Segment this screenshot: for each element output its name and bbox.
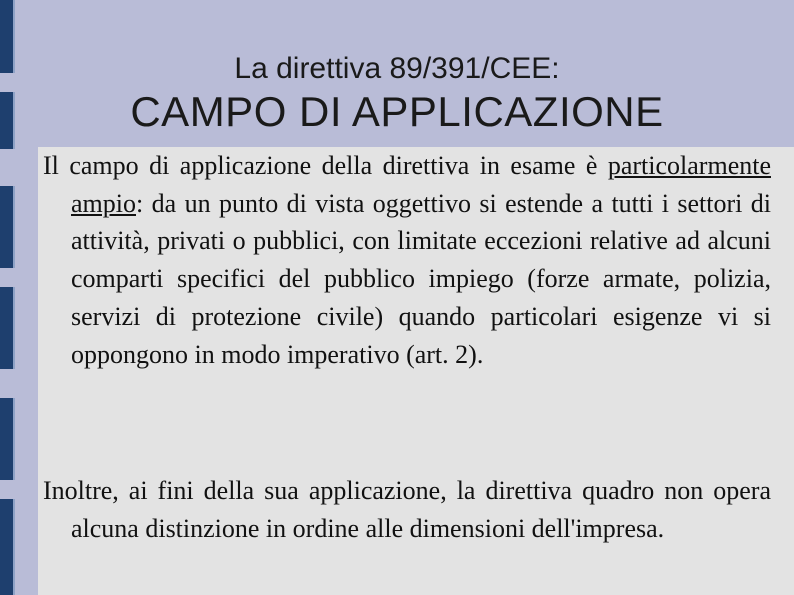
left-accent-bar xyxy=(0,499,15,595)
left-accent-bar xyxy=(0,287,15,369)
underlined-term: particolarmente xyxy=(607,151,771,180)
paragraph-size: Inoltre, ai fini della sua applicazione, la direttiva quadro non opera alcuna distinzione in ordine alle dimensioni dell'impresa. xyxy=(43,476,771,543)
paragraph-text: Il campo di applicazione della direttiva in esame è xyxy=(43,151,608,180)
slide-title: CAMPO DI APPLICAZIONE xyxy=(130,88,664,135)
paragraph-scope xyxy=(43,147,771,373)
paragraph-text: : da un punto di vista oggettivo si estende a tutti i settori di attività, privati o pubblici, con limitate eccezioni relative ad alcuni comparti specifici del pubblico impiego (forze armate, polizia, servizi di protezione civile) quando particolari esigenze vi si oppongono in modo imperativo (art. 2). xyxy=(71,188,771,369)
underlined-term: ampio xyxy=(71,188,136,218)
content-box xyxy=(38,147,794,595)
slide-subtitle: La direttiva 89/391/CEE: xyxy=(234,52,560,85)
left-accent-bar xyxy=(0,186,15,268)
left-accent-bar xyxy=(0,398,15,480)
